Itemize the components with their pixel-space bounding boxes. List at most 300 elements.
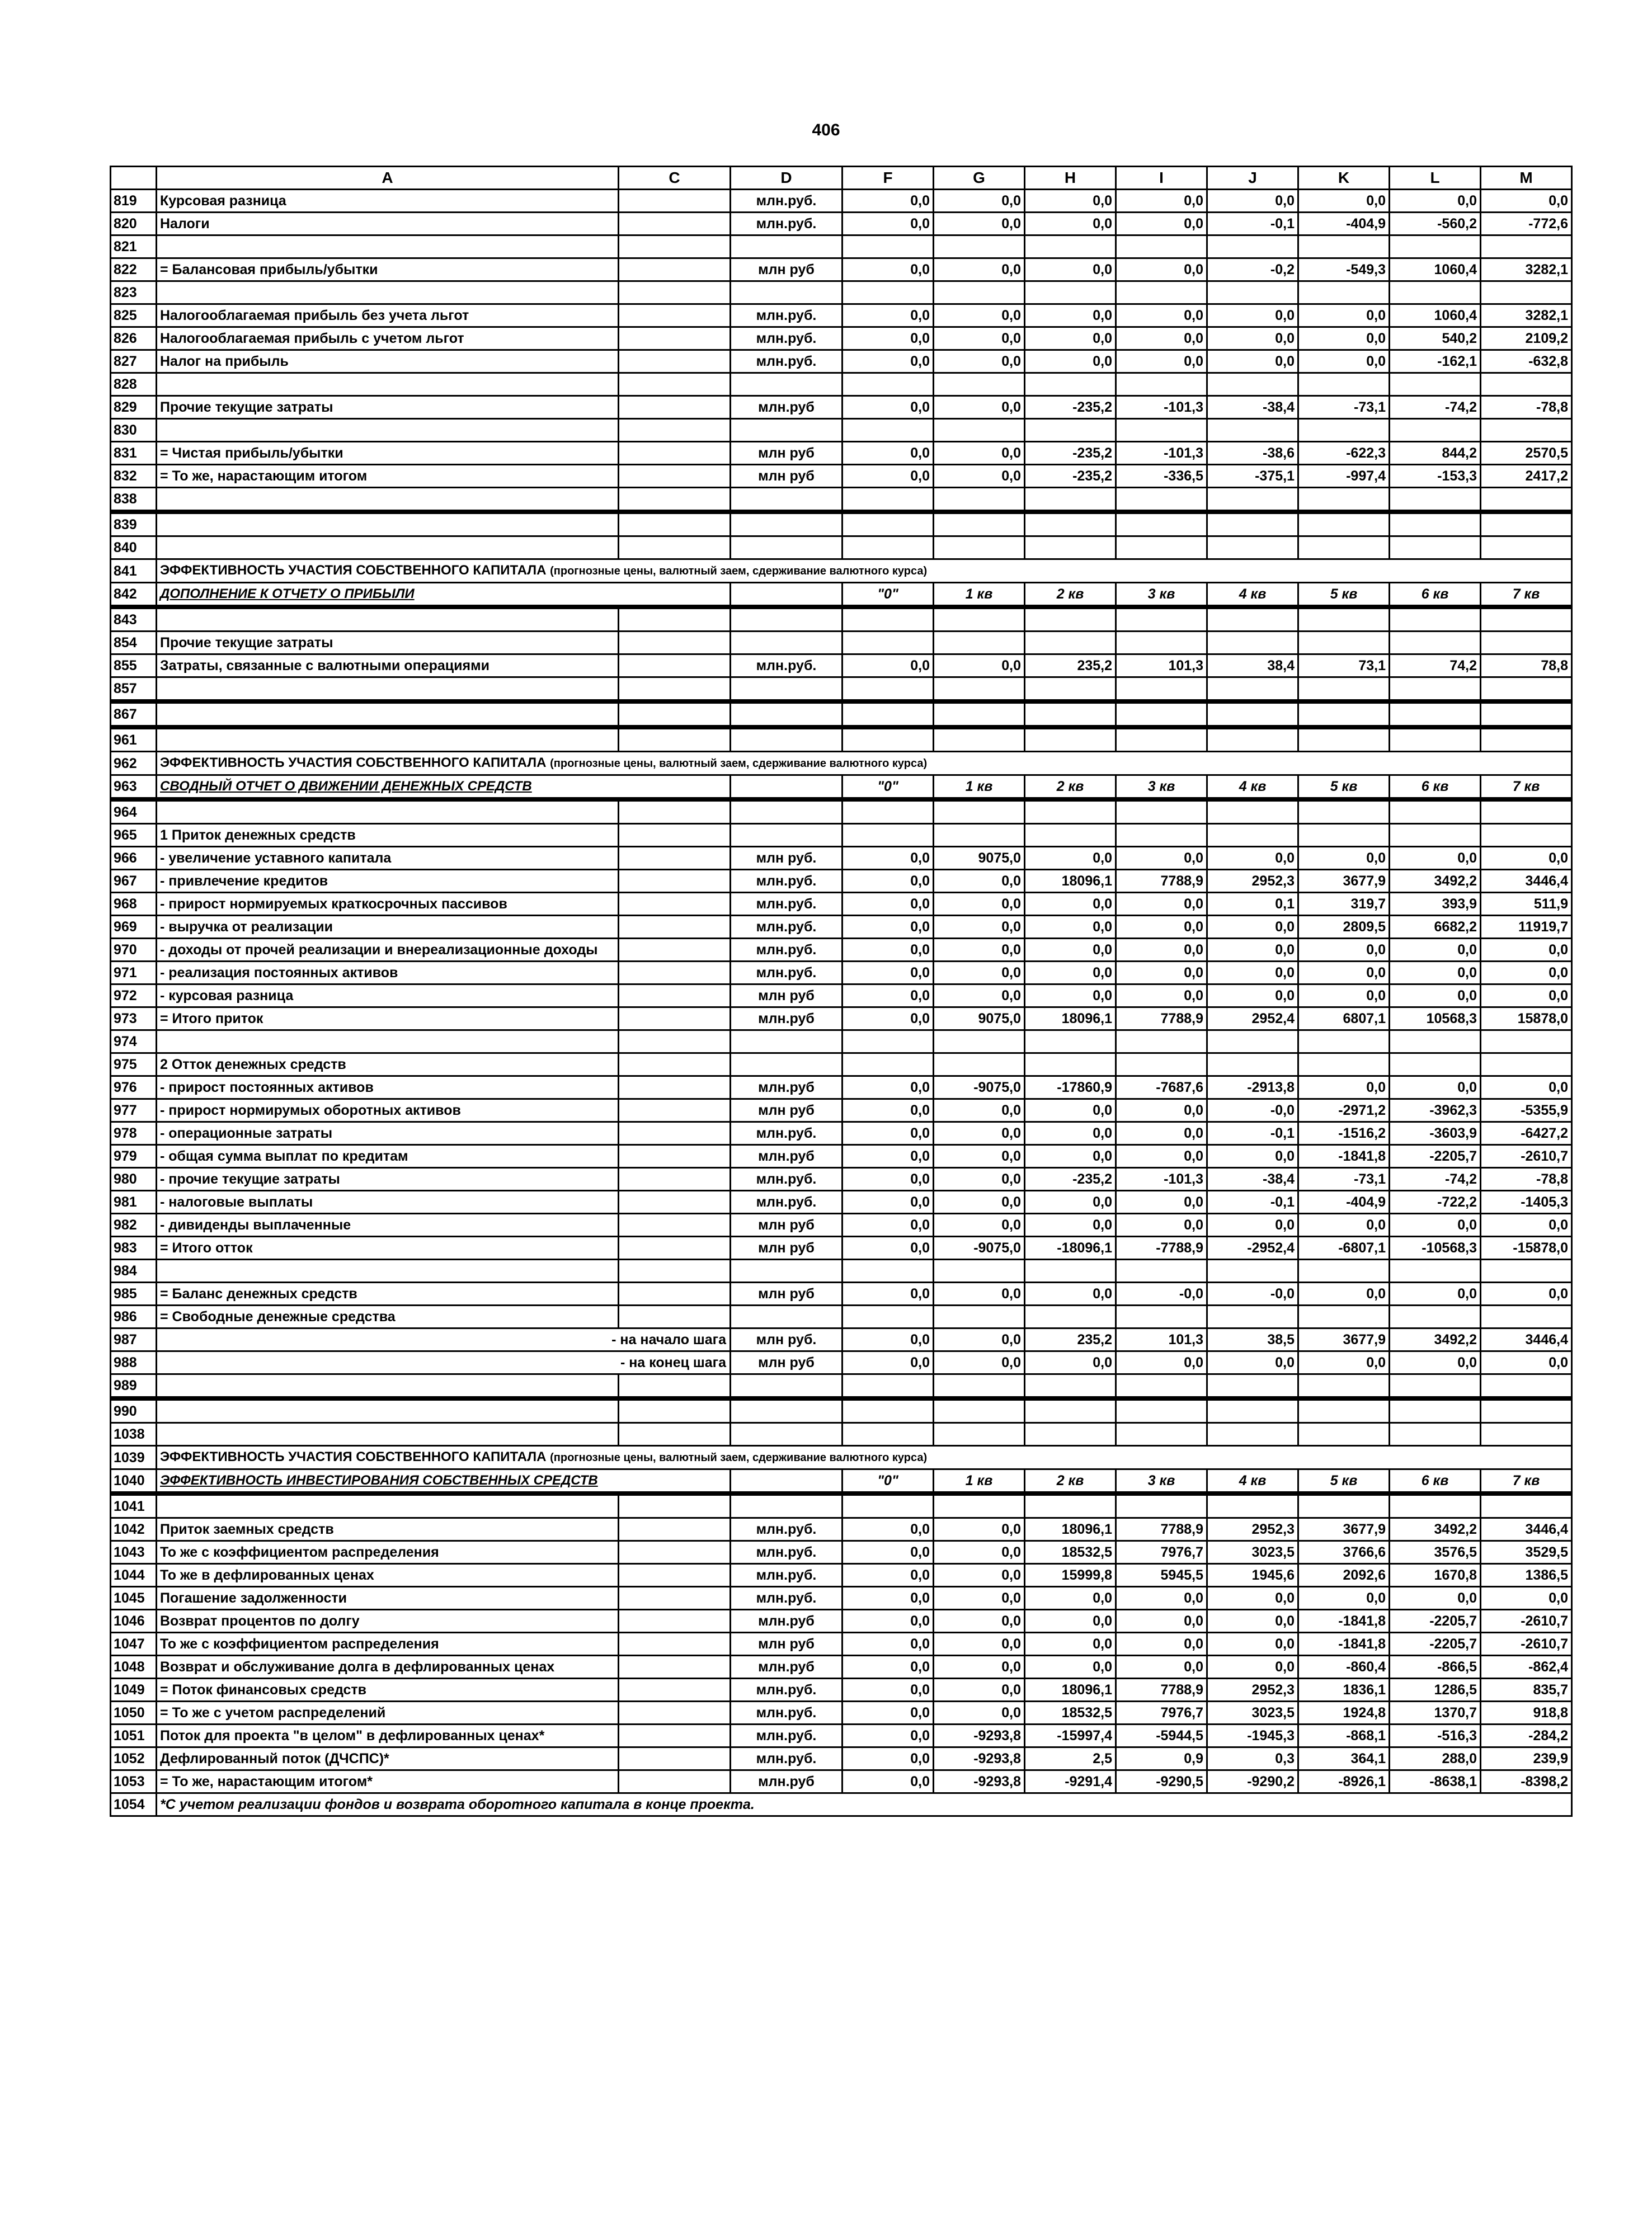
value-cell[interactable]: 364,1 bbox=[1298, 1747, 1390, 1770]
value-cell[interactable] bbox=[1207, 799, 1298, 824]
value-cell[interactable] bbox=[843, 607, 934, 632]
row-number[interactable]: 841 bbox=[111, 559, 157, 583]
value-cell[interactable]: 7976,7 bbox=[1116, 1702, 1207, 1725]
value-cell[interactable]: 6807,1 bbox=[1298, 1007, 1390, 1030]
value-cell[interactable] bbox=[843, 1053, 934, 1076]
value-cell[interactable]: -2913,8 bbox=[1207, 1076, 1298, 1099]
value-cell[interactable]: 0,0 bbox=[1207, 1351, 1298, 1374]
value-cell[interactable]: 0,0 bbox=[1481, 1587, 1572, 1610]
value-cell[interactable]: -2971,2 bbox=[1298, 1099, 1390, 1122]
value-cell[interactable]: 0,0 bbox=[1207, 847, 1298, 870]
value-cell[interactable]: 0,0 bbox=[1390, 1214, 1481, 1237]
cell-a[interactable]: Курсовая разница bbox=[157, 190, 619, 213]
value-cell[interactable] bbox=[1025, 536, 1116, 559]
value-cell[interactable]: -2205,7 bbox=[1390, 1610, 1481, 1633]
row-number[interactable]: 983 bbox=[111, 1237, 157, 1260]
cell-a[interactable]: Прочие текущие затраты bbox=[157, 396, 619, 419]
value-cell[interactable]: -9291,4 bbox=[1025, 1770, 1116, 1793]
unit-cell[interactable] bbox=[731, 607, 843, 632]
value-cell[interactable] bbox=[1481, 1374, 1572, 1399]
value-cell[interactable]: 0,0 bbox=[1025, 984, 1116, 1007]
section-title[interactable] bbox=[157, 559, 1572, 583]
value-cell[interactable]: 0,0 bbox=[843, 847, 934, 870]
value-cell[interactable]: -549,3 bbox=[1298, 258, 1390, 281]
value-cell[interactable]: -6807,1 bbox=[1298, 1237, 1390, 1260]
value-cell[interactable]: 15878,0 bbox=[1481, 1007, 1572, 1030]
row-number[interactable]: 839 bbox=[111, 512, 157, 536]
value-cell[interactable] bbox=[1390, 373, 1481, 396]
cell-a[interactable]: - выручка от реализации bbox=[157, 916, 619, 939]
cell-c[interactable] bbox=[619, 701, 731, 727]
value-cell[interactable] bbox=[1025, 373, 1116, 396]
cell-c[interactable] bbox=[619, 327, 731, 350]
row-number[interactable]: 969 bbox=[111, 916, 157, 939]
value-cell[interactable]: 0,0 bbox=[1298, 847, 1390, 870]
value-cell[interactable] bbox=[1116, 1260, 1207, 1283]
value-cell[interactable]: 0,0 bbox=[934, 1214, 1025, 1237]
value-cell[interactable]: 3446,4 bbox=[1481, 870, 1572, 893]
value-cell[interactable] bbox=[1298, 281, 1390, 304]
row-number[interactable]: 964 bbox=[111, 799, 157, 824]
unit-cell[interactable] bbox=[731, 727, 843, 752]
value-cell[interactable]: 0,0 bbox=[843, 1587, 934, 1610]
cell-a[interactable] bbox=[157, 1494, 619, 1518]
unit-cell[interactable]: млн.руб. bbox=[731, 190, 843, 213]
cell-c[interactable] bbox=[619, 488, 731, 512]
value-cell[interactable] bbox=[1116, 1030, 1207, 1053]
value-cell[interactable]: 1836,1 bbox=[1298, 1679, 1390, 1702]
value-cell[interactable] bbox=[1025, 1053, 1116, 1076]
value-cell[interactable]: -722,2 bbox=[1390, 1191, 1481, 1214]
value-cell[interactable] bbox=[1481, 488, 1572, 512]
cell-c[interactable] bbox=[619, 536, 731, 559]
value-cell[interactable]: 2092,6 bbox=[1298, 1564, 1390, 1587]
cell-c[interactable] bbox=[619, 727, 731, 752]
value-cell[interactable]: -9293,8 bbox=[934, 1725, 1025, 1747]
cell-c[interactable] bbox=[619, 1306, 731, 1329]
value-cell[interactable]: 0,0 bbox=[1207, 190, 1298, 213]
period-label[interactable]: 4 кв bbox=[1207, 775, 1298, 800]
unit-cell[interactable]: млн.руб bbox=[731, 1656, 843, 1679]
value-cell[interactable]: 0,0 bbox=[934, 213, 1025, 235]
value-cell[interactable] bbox=[1116, 1398, 1207, 1423]
value-cell[interactable] bbox=[1390, 677, 1481, 702]
value-cell[interactable]: -101,3 bbox=[1116, 1168, 1207, 1191]
value-cell[interactable]: 0,0 bbox=[934, 1283, 1025, 1306]
value-cell[interactable]: 74,2 bbox=[1390, 654, 1481, 677]
unit-cell[interactable]: млн руб bbox=[731, 984, 843, 1007]
row-number[interactable]: 962 bbox=[111, 752, 157, 775]
value-cell[interactable]: 0,0 bbox=[1025, 1656, 1116, 1679]
cell-c[interactable] bbox=[619, 1725, 731, 1747]
value-cell[interactable] bbox=[1390, 1374, 1481, 1399]
unit-cell[interactable] bbox=[731, 1260, 843, 1283]
value-cell[interactable]: 7976,7 bbox=[1116, 1541, 1207, 1564]
row-number[interactable]: 1053 bbox=[111, 1770, 157, 1793]
value-cell[interactable]: -7788,9 bbox=[1116, 1237, 1207, 1260]
cell-a[interactable]: То же с коэффициентом распределения bbox=[157, 1541, 619, 1564]
unit-cell[interactable]: млн.руб. bbox=[731, 1122, 843, 1145]
cell-a[interactable]: - прочие текущие затраты bbox=[157, 1168, 619, 1191]
row-number[interactable]: 1043 bbox=[111, 1541, 157, 1564]
value-cell[interactable] bbox=[1116, 727, 1207, 752]
unit-cell[interactable] bbox=[731, 488, 843, 512]
cell-a[interactable]: Поток для проекта "в целом" в дефлированных ценах* bbox=[157, 1725, 619, 1747]
value-cell[interactable]: 0,0 bbox=[1207, 916, 1298, 939]
value-cell[interactable] bbox=[843, 419, 934, 442]
section-title[interactable] bbox=[157, 1446, 1572, 1469]
cell-c[interactable] bbox=[619, 258, 731, 281]
row-number[interactable]: 857 bbox=[111, 677, 157, 702]
cell-c[interactable] bbox=[619, 281, 731, 304]
period-label[interactable]: "0" bbox=[843, 775, 934, 800]
period-label[interactable]: 5 кв bbox=[1298, 583, 1390, 607]
value-cell[interactable]: 0,0 bbox=[1390, 1351, 1481, 1374]
value-cell[interactable]: 0,0 bbox=[843, 1656, 934, 1679]
row-number[interactable]: 970 bbox=[111, 939, 157, 962]
cell-a[interactable]: Прочие текущие затраты bbox=[157, 632, 619, 654]
value-cell[interactable] bbox=[1207, 536, 1298, 559]
value-cell[interactable]: 0,0 bbox=[1025, 1191, 1116, 1214]
value-cell[interactable] bbox=[934, 1398, 1025, 1423]
value-cell[interactable]: 5945,5 bbox=[1116, 1564, 1207, 1587]
period-label[interactable]: 7 кв bbox=[1481, 775, 1572, 800]
value-cell[interactable]: 0,0 bbox=[843, 465, 934, 488]
value-cell[interactable] bbox=[1116, 824, 1207, 847]
value-cell[interactable] bbox=[1207, 701, 1298, 727]
value-cell[interactable] bbox=[1116, 419, 1207, 442]
cell-c[interactable] bbox=[619, 465, 731, 488]
row-number[interactable]: 961 bbox=[111, 727, 157, 752]
unit-cell[interactable]: млн.руб. bbox=[731, 350, 843, 373]
value-cell[interactable] bbox=[1298, 1423, 1390, 1446]
value-cell[interactable]: 0,0 bbox=[1481, 939, 1572, 962]
column-header-k[interactable]: K bbox=[1298, 167, 1390, 190]
value-cell[interactable] bbox=[1025, 235, 1116, 258]
period-label[interactable]: 4 кв bbox=[1207, 1469, 1298, 1494]
value-cell[interactable] bbox=[843, 536, 934, 559]
value-cell[interactable] bbox=[1116, 512, 1207, 536]
value-cell[interactable]: -0,1 bbox=[1207, 1191, 1298, 1214]
cell-a[interactable] bbox=[157, 1423, 619, 1446]
value-cell[interactable]: 0,0 bbox=[843, 654, 934, 677]
value-cell[interactable]: 0,0 bbox=[934, 350, 1025, 373]
value-cell[interactable]: -2205,7 bbox=[1390, 1145, 1481, 1168]
column-header-l[interactable]: L bbox=[1390, 167, 1481, 190]
value-cell[interactable]: 3282,1 bbox=[1481, 304, 1572, 327]
value-cell[interactable] bbox=[1207, 281, 1298, 304]
value-cell[interactable]: 0,0 bbox=[843, 304, 934, 327]
value-cell[interactable]: 0,0 bbox=[1116, 1633, 1207, 1656]
cell-a[interactable]: - на конец шага bbox=[157, 1351, 731, 1374]
value-cell[interactable]: 0,0 bbox=[843, 1076, 934, 1099]
value-cell[interactable]: 2570,5 bbox=[1481, 442, 1572, 465]
unit-cell[interactable] bbox=[731, 799, 843, 824]
row-number[interactable]: 1039 bbox=[111, 1446, 157, 1469]
value-cell[interactable]: -7687,6 bbox=[1116, 1076, 1207, 1099]
cell-c[interactable] bbox=[619, 870, 731, 893]
value-cell[interactable]: 38,5 bbox=[1207, 1329, 1298, 1351]
value-cell[interactable]: 288,0 bbox=[1390, 1747, 1481, 1770]
row-number[interactable]: 968 bbox=[111, 893, 157, 916]
value-cell[interactable] bbox=[843, 235, 934, 258]
value-cell[interactable] bbox=[843, 1398, 934, 1423]
value-cell[interactable] bbox=[1207, 1398, 1298, 1423]
value-cell[interactable] bbox=[1298, 727, 1390, 752]
value-cell[interactable]: 18532,5 bbox=[1025, 1702, 1116, 1725]
value-cell[interactable]: 0,0 bbox=[934, 304, 1025, 327]
column-header-j[interactable]: J bbox=[1207, 167, 1298, 190]
value-cell[interactable] bbox=[1298, 1030, 1390, 1053]
value-cell[interactable] bbox=[843, 1306, 934, 1329]
value-cell[interactable]: 0,0 bbox=[1116, 1099, 1207, 1122]
unit-cell[interactable] bbox=[731, 1306, 843, 1329]
value-cell[interactable] bbox=[843, 488, 934, 512]
value-cell[interactable] bbox=[1298, 1374, 1390, 1399]
value-cell[interactable]: -18096,1 bbox=[1025, 1237, 1116, 1260]
value-cell[interactable] bbox=[934, 1423, 1025, 1446]
value-cell[interactable] bbox=[934, 281, 1025, 304]
value-cell[interactable]: -516,3 bbox=[1390, 1725, 1481, 1747]
cell-c[interactable] bbox=[619, 1214, 731, 1237]
value-cell[interactable]: -1405,3 bbox=[1481, 1191, 1572, 1214]
value-cell[interactable]: 0,0 bbox=[843, 1237, 934, 1260]
value-cell[interactable]: -8926,1 bbox=[1298, 1770, 1390, 1793]
row-number[interactable]: 1050 bbox=[111, 1702, 157, 1725]
value-cell[interactable]: 2952,3 bbox=[1207, 1518, 1298, 1541]
cell-c[interactable] bbox=[619, 1007, 731, 1030]
value-cell[interactable]: 101,3 bbox=[1116, 654, 1207, 677]
value-cell[interactable] bbox=[1207, 1494, 1298, 1518]
value-cell[interactable]: 0,0 bbox=[1116, 258, 1207, 281]
value-cell[interactable]: 0,0 bbox=[1025, 1587, 1116, 1610]
value-cell[interactable]: 0,0 bbox=[843, 1007, 934, 1030]
row-number[interactable]: 1044 bbox=[111, 1564, 157, 1587]
value-cell[interactable]: -9293,8 bbox=[934, 1770, 1025, 1793]
value-cell[interactable]: 1286,5 bbox=[1390, 1679, 1481, 1702]
cell-c[interactable] bbox=[619, 396, 731, 419]
row-number[interactable]: 831 bbox=[111, 442, 157, 465]
unit-cell[interactable]: млн руб bbox=[731, 1351, 843, 1374]
value-cell[interactable]: -153,3 bbox=[1390, 465, 1481, 488]
cell-a[interactable] bbox=[157, 607, 619, 632]
value-cell[interactable]: 0,0 bbox=[843, 327, 934, 350]
unit-cell[interactable]: млн руб bbox=[731, 442, 843, 465]
value-cell[interactable] bbox=[843, 1260, 934, 1283]
value-cell[interactable]: 0,0 bbox=[1481, 1283, 1572, 1306]
row-number[interactable]: 963 bbox=[111, 775, 157, 800]
unit-cell[interactable] bbox=[731, 1374, 843, 1399]
value-cell[interactable] bbox=[1025, 632, 1116, 654]
period-label[interactable]: 1 кв bbox=[934, 775, 1025, 800]
value-cell[interactable]: 0,0 bbox=[1025, 939, 1116, 962]
row-number[interactable]: 1046 bbox=[111, 1610, 157, 1633]
value-cell[interactable]: 0,0 bbox=[1116, 916, 1207, 939]
value-cell[interactable]: 0,0 bbox=[934, 916, 1025, 939]
value-cell[interactable] bbox=[934, 373, 1025, 396]
value-cell[interactable]: 0,0 bbox=[1025, 1633, 1116, 1656]
unit-cell[interactable]: млн.руб bbox=[731, 1076, 843, 1099]
cell-c[interactable] bbox=[619, 1283, 731, 1306]
cell-c[interactable] bbox=[619, 916, 731, 939]
unit-cell[interactable]: млн.руб. bbox=[731, 1702, 843, 1725]
value-cell[interactable]: 0,0 bbox=[1207, 327, 1298, 350]
row-number[interactable]: 827 bbox=[111, 350, 157, 373]
value-cell[interactable]: 0,0 bbox=[843, 1214, 934, 1237]
row-number[interactable]: 979 bbox=[111, 1145, 157, 1168]
value-cell[interactable]: 0,0 bbox=[934, 1329, 1025, 1351]
value-cell[interactable]: -404,9 bbox=[1298, 1191, 1390, 1214]
cell-d[interactable] bbox=[731, 1469, 843, 1494]
value-cell[interactable]: -15878,0 bbox=[1481, 1237, 1572, 1260]
value-cell[interactable]: -1841,8 bbox=[1298, 1610, 1390, 1633]
value-cell[interactable] bbox=[1025, 1260, 1116, 1283]
period-label[interactable]: 1 кв bbox=[934, 583, 1025, 607]
value-cell[interactable]: -2610,7 bbox=[1481, 1145, 1572, 1168]
value-cell[interactable] bbox=[1116, 488, 1207, 512]
row-number[interactable]: 840 bbox=[111, 536, 157, 559]
cell-c[interactable] bbox=[619, 419, 731, 442]
unit-cell[interactable]: млн руб bbox=[731, 1214, 843, 1237]
cell-c[interactable] bbox=[619, 1423, 731, 1446]
period-label[interactable]: 6 кв bbox=[1390, 1469, 1481, 1494]
cell-a[interactable] bbox=[157, 512, 619, 536]
unit-cell[interactable]: млн.руб. bbox=[731, 939, 843, 962]
value-cell[interactable]: 0,0 bbox=[934, 1679, 1025, 1702]
cell-a[interactable]: = Итого приток bbox=[157, 1007, 619, 1030]
cell-d[interactable] bbox=[731, 583, 843, 607]
value-cell[interactable]: 0,0 bbox=[843, 893, 934, 916]
value-cell[interactable]: 0,0 bbox=[843, 1518, 934, 1541]
cell-a[interactable]: Дефлированный поток (ДЧСПС)* bbox=[157, 1747, 619, 1770]
cell-c[interactable] bbox=[619, 1398, 731, 1423]
value-cell[interactable]: 3282,1 bbox=[1481, 258, 1572, 281]
value-cell[interactable]: 0,0 bbox=[1207, 1633, 1298, 1656]
cell-c[interactable] bbox=[619, 373, 731, 396]
cell-c[interactable] bbox=[619, 1053, 731, 1076]
value-cell[interactable] bbox=[1116, 799, 1207, 824]
value-cell[interactable] bbox=[1390, 235, 1481, 258]
column-header-h[interactable]: H bbox=[1025, 167, 1116, 190]
value-cell[interactable] bbox=[1116, 1423, 1207, 1446]
value-cell[interactable]: 0,0 bbox=[1025, 1099, 1116, 1122]
value-cell[interactable]: 0,0 bbox=[1298, 1587, 1390, 1610]
value-cell[interactable] bbox=[1298, 607, 1390, 632]
unit-cell[interactable] bbox=[731, 1030, 843, 1053]
row-number[interactable]: 1047 bbox=[111, 1633, 157, 1656]
value-cell[interactable] bbox=[843, 512, 934, 536]
value-cell[interactable] bbox=[1298, 799, 1390, 824]
value-cell[interactable]: 0,0 bbox=[934, 962, 1025, 984]
value-cell[interactable]: 0,0 bbox=[1116, 1122, 1207, 1145]
value-cell[interactable] bbox=[1025, 1030, 1116, 1053]
value-cell[interactable] bbox=[1481, 1260, 1572, 1283]
cell-c[interactable] bbox=[619, 1099, 731, 1122]
value-cell[interactable]: 0,0 bbox=[1025, 350, 1116, 373]
cell-c[interactable] bbox=[619, 1770, 731, 1793]
value-cell[interactable] bbox=[1390, 1030, 1481, 1053]
value-cell[interactable] bbox=[1390, 1260, 1481, 1283]
cell-c[interactable] bbox=[619, 1518, 731, 1541]
row-number[interactable]: 981 bbox=[111, 1191, 157, 1214]
unit-cell[interactable]: млн.руб. bbox=[731, 893, 843, 916]
value-cell[interactable] bbox=[934, 824, 1025, 847]
cell-a[interactable] bbox=[157, 419, 619, 442]
value-cell[interactable]: 393,9 bbox=[1390, 893, 1481, 916]
value-cell[interactable] bbox=[1025, 701, 1116, 727]
row-number[interactable]: 829 bbox=[111, 396, 157, 419]
value-cell[interactable]: -235,2 bbox=[1025, 442, 1116, 465]
value-cell[interactable]: 0,0 bbox=[934, 1122, 1025, 1145]
cell-c[interactable] bbox=[619, 677, 731, 702]
value-cell[interactable] bbox=[934, 512, 1025, 536]
value-cell[interactable]: 0,0 bbox=[1025, 1145, 1116, 1168]
row-number[interactable]: 867 bbox=[111, 701, 157, 727]
unit-cell[interactable]: млн.руб. bbox=[731, 962, 843, 984]
cell-c[interactable] bbox=[619, 1374, 731, 1399]
value-cell[interactable]: 511,9 bbox=[1481, 893, 1572, 916]
value-cell[interactable] bbox=[1116, 281, 1207, 304]
cell-c[interactable] bbox=[619, 213, 731, 235]
value-cell[interactable]: 0,0 bbox=[1207, 984, 1298, 1007]
value-cell[interactable]: -1841,8 bbox=[1298, 1145, 1390, 1168]
value-cell[interactable]: 9075,0 bbox=[934, 1007, 1025, 1030]
value-cell[interactable] bbox=[934, 701, 1025, 727]
cell-a[interactable]: - курсовая разница bbox=[157, 984, 619, 1007]
value-cell[interactable]: -38,4 bbox=[1207, 1168, 1298, 1191]
value-cell[interactable]: 15999,8 bbox=[1025, 1564, 1116, 1587]
value-cell[interactable]: 0,0 bbox=[1207, 962, 1298, 984]
value-cell[interactable]: 0,0 bbox=[934, 984, 1025, 1007]
value-cell[interactable] bbox=[1207, 607, 1298, 632]
cell-a[interactable]: Налог на прибыль bbox=[157, 350, 619, 373]
value-cell[interactable]: 0,0 bbox=[1025, 1283, 1116, 1306]
value-cell[interactable] bbox=[934, 1053, 1025, 1076]
value-cell[interactable]: 0,0 bbox=[1298, 1283, 1390, 1306]
value-cell[interactable]: 0,0 bbox=[843, 1122, 934, 1145]
value-cell[interactable]: 0,0 bbox=[934, 1564, 1025, 1587]
column-header-d[interactable]: D bbox=[731, 167, 843, 190]
value-cell[interactable]: 10568,3 bbox=[1390, 1007, 1481, 1030]
value-cell[interactable] bbox=[934, 727, 1025, 752]
value-cell[interactable] bbox=[1207, 1030, 1298, 1053]
cell-a[interactable]: = Итого отток bbox=[157, 1237, 619, 1260]
value-cell[interactable]: 0,0 bbox=[1025, 213, 1116, 235]
value-cell[interactable] bbox=[1207, 824, 1298, 847]
value-cell[interactable] bbox=[1481, 677, 1572, 702]
value-cell[interactable]: -2205,7 bbox=[1390, 1633, 1481, 1656]
value-cell[interactable]: -0,1 bbox=[1207, 1122, 1298, 1145]
unit-cell[interactable]: млн.руб. bbox=[731, 1587, 843, 1610]
value-cell[interactable] bbox=[843, 727, 934, 752]
cell-c[interactable] bbox=[619, 824, 731, 847]
value-cell[interactable] bbox=[1390, 799, 1481, 824]
value-cell[interactable]: 0,0 bbox=[934, 442, 1025, 465]
value-cell[interactable] bbox=[1298, 512, 1390, 536]
value-cell[interactable] bbox=[1116, 1374, 1207, 1399]
value-cell[interactable]: 18096,1 bbox=[1025, 1518, 1116, 1541]
value-cell[interactable]: 0,0 bbox=[1481, 847, 1572, 870]
row-number[interactable]: 822 bbox=[111, 258, 157, 281]
value-cell[interactable]: 0,0 bbox=[1116, 190, 1207, 213]
column-header-a[interactable]: A bbox=[157, 167, 619, 190]
row-number[interactable]: 971 bbox=[111, 962, 157, 984]
value-cell[interactable]: -38,6 bbox=[1207, 442, 1298, 465]
value-cell[interactable]: 0,0 bbox=[843, 350, 934, 373]
value-cell[interactable]: 3529,5 bbox=[1481, 1541, 1572, 1564]
value-cell[interactable]: 0,0 bbox=[1298, 304, 1390, 327]
value-cell[interactable] bbox=[1481, 607, 1572, 632]
